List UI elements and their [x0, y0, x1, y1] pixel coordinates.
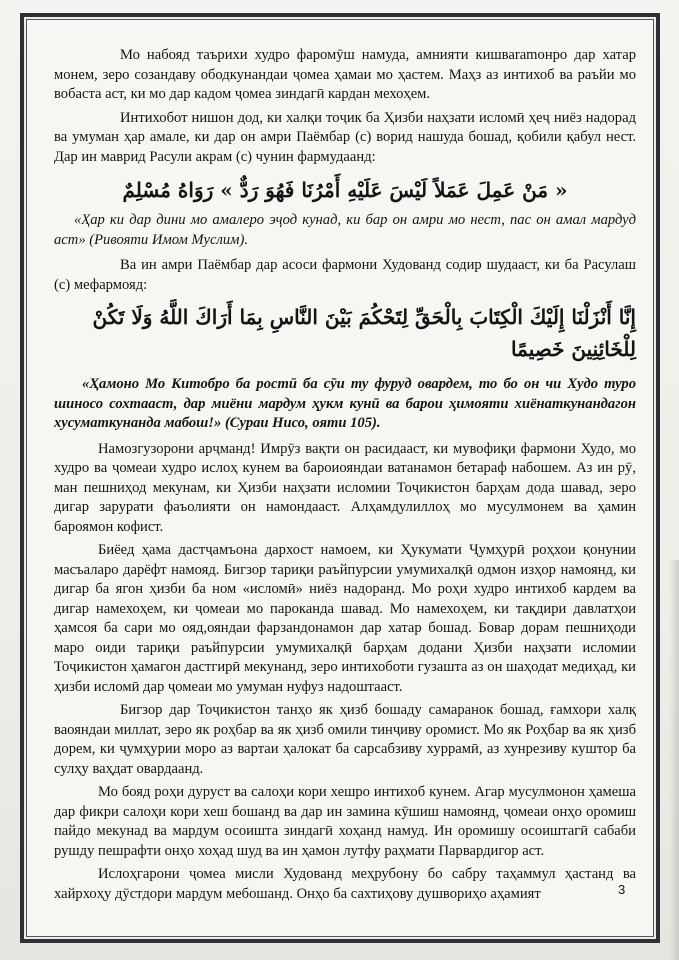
paragraph-4: Намозгузорони арҷманд! Имрӯз вақти он расидааст, ки мувофиқи фармони Худо, мо худро ва ҷомеаи худро ислоҳ кунем ва бароиояндаи ватанамон бетараф набошем. Аз ин рӯ, ман пешниҳод мекунам, ки Ҳизби наҳзати исломии Тоҷикистон барҳам дода шавад, зеро дигар зарурати фаъолияти он намондааст. Алҳамдулиллоҳ мо мусулмонем ва ҳамин бароямон кофист. — [54, 440, 636, 535]
quran-translation — [54, 375, 636, 434]
scan-shadow — [669, 560, 679, 960]
arabic-hadith: « مَنْ عَمِلَ عَمَلاً لَيْسَ عَلَيْهِ أَمْرُنَا فَهُوَ رَدٌّ » رَوَاهُ مُسْلِمٌ — [122, 178, 568, 202]
paragraph-5: Биёед ҳама дастҷамъона дархост намоем, ки Ҳукумати Ҷумҳурӣ роҳхои қонунии масъаларо дарёфт намояд. Бигзор тариқи раъйпурсии умумихалқӣ одмон изҳор намоянд, ки дигар ба ягон ҳизби ба ном «исломӣ» ниёз надоранд. Мо роҳи худро интихоб кардем ва дигар намехоҳем, ки ҷомеаи мо пароканда шавад. Мо намехоҳем, ки тақдири давлатҳои ҳамсоя ба сари мо ояд,ояндаи фарзандонамон дар хатар бошад. Бовар дорам пешниҳоди маро оиди тариқи раъйпурсии умумихалқӣ барҳам додани Ҳизби наҳзати исломии Тоҷикистон ҳамагон дастгирӣ мекунанд, зеро интихоботи гузашта аз он шаҳодат медиҳад, ки ҳизби исломӣ дар ҷомеаи мо умуман нуфуз надоштааст. — [54, 542, 636, 695]
arabic-quran-verse: إِنَّا أَنْزَلْنَا إِلَيْكَ الْكِتَابَ بِالْحَقِّ لِتَحْكُمَ بَيْنَ النَّاسِ بِمَا أَرَاكَ اللَّهُ وَلَا تَكُنْ لِلْخَائِنِينَ خَصِيمًا — [92, 305, 636, 361]
quran-translation-text: «Ҳамоно Мо Китобро ба ростӣ ба сӯи ту фуруд овардем, то бо он чи Худо туро шиносо сохтааст, дар миёни мардум ҳукм кунӣ ва барои ҳимояти хиёнаткунандагон хусуматкунанда мабош!» — [54, 376, 636, 431]
paragraph-7: Мо бояд роҳи дуруст ва салоҳи кори хешро интихоб кунем. Агар мусулмонон ҳамеша дар фикри салоҳи кори хеш бошанд ва дар ин замина кӯшиш намоянд, ҷомеаи онҳо оромиш пайдо мекунад ва мардум осоишта зиндагӣ хоҳанд намуд. Ин оромишу осоиштагӣ сабаби рушду пешрафти онҳо хоҳад шуд ва ин ҳамон лутфу раҳмати Парвардигор аст. — [54, 784, 636, 859]
paragraph-1: Мо набояд таърихи худро фаромӯш намуда, амнияти кишваramонро дар хатар монем, зеро созандаву ободкунандаи ҷомеа ҳамаи мо ҳастем. Маҳз аз интихоб ва раъйи мо вобаста аст, ки мо дар кадом ҷомеа зиндагӣ кардан мехоҳем. — [54, 47, 636, 102]
paragraph-2: Интихобот нишон дод, ки халқи тоҷик ба Ҳизби наҳзати исломӣ ҳеҷ ниёз надорад ва умуман ҳар амале, ки дар он амри Паёмбар (с) ворид нашуда бошад, қобили қабул нест. Дар ин маврид Расули акрам (с) чунин фармудаанд: — [54, 109, 636, 165]
hadith-translation: «Ҳар ки дар дини мо амалеро эҷод кунад, ки бар он амри мо нест, пас он амал мардуд аст» (Ривояти Имом Муслим). — [54, 212, 636, 248]
page-number: 3 — [618, 882, 626, 897]
document-body — [54, 46, 636, 904]
quran-source: (Сураи Нисо, ояти 105). — [221, 415, 381, 431]
paragraph-3: Ва ин амри Паёмбар дар асоси фармони Худованд содир шудааст, ки ба Расулаш (с) мефармояд: — [54, 257, 636, 293]
paragraph-8: Ислоҳгарони ҷомеа мисли Худованд меҳрубону бо сабру таҳаммул ҳастанд ва хайрхоҳу дӯстдори мардум мебошанд. Онҳо ба сахтиҳову душвориҳо аҳамият — [54, 866, 636, 902]
paragraph-6: Бигзор дар Тоҷикистон танҳо як ҳизб бошаду самаранок бошад, ғамхори халқ ваояндаи миллат, зеро як роҳбар ва як ҳизб омили тинҷиву оромист. Мо як Роҳбар ва як ҳизб дорем, ки ҷумҳурии моро аз вартаи ҳалокат ба сарсабзиву хуррамӣ, аз хунрезиву куштор ба сулҳу ваҳдат овардаанд. — [54, 702, 636, 777]
